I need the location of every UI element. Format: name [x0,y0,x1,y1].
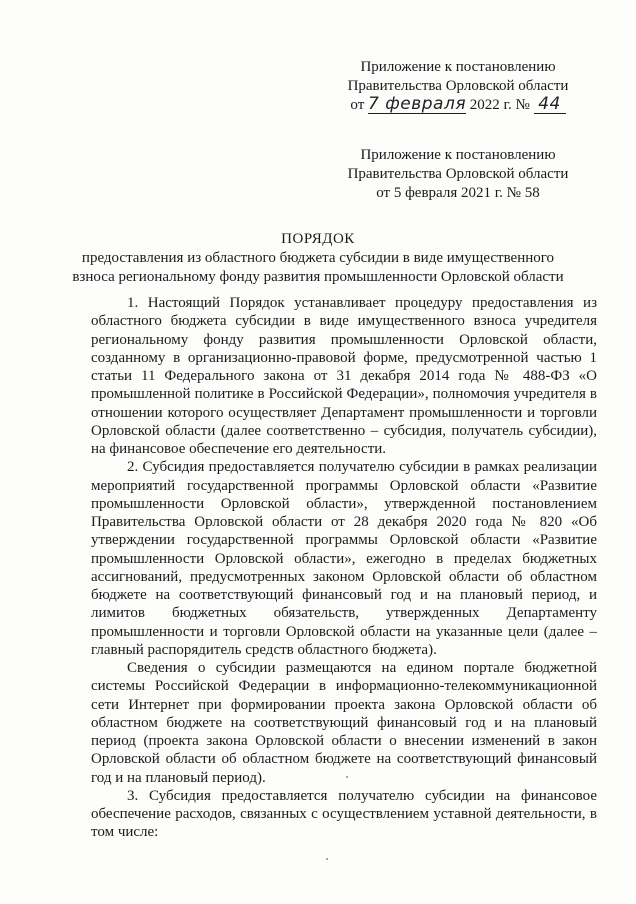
date-suffix: 2022 г. № [469,97,530,113]
document-body [91,294,597,842]
appendix-date-line [340,96,576,115]
title-line-2: взноса региональному фонду развития промышленности Орловской области [72,269,564,285]
paragraph-1: 1. Настоящий Порядок устанавливает процедуру предоставления из областного бюджета субсидии в виде имущественного взноса учредителя региональному фонду развития промышленности Орловской области, созданному в организационно-правовой форме, предусмотренной частью 1 статьи 11 Федерального закона от 31 декабря 2014 года № 488-ФЗ «О промышленной политике в Российской Федерации», полномочия учредителя в отношении которого осуществляет Департамент промышленности и торговли Орловской области (далее соответственно – субсидия, получатель субсидии), на финансовое обеспечение его деятельности. [91,295,597,457]
appendix-line-1: Приложение к постановлению [360,59,556,75]
scan-speck [326,858,328,860]
paragraph-3: Сведения о субсидии размещаются на едином портале бюджетной системы Российской Федерации в информационно-телекоммуникационной сети Интернет при формировании проекта закона Орловской области об областном бюджете на соответствующий финансовый год и на плановый период (проекта закона Орловской области о внесении изменений в закон Орловской области об областном бюджете на соответствующий финансовый год и на плановый период). [91,660,597,786]
paragraph-2: 2. Субсидия предоставляется получателю субсидии в рамках реализации мероприятий государственной программы Орловской области «Развитие промышленности Орловской области», утвержденной постановлением Правительства Орловской области от 28 декабря 2020 года № 820 «Об утверждении государственной программы Орловской области «Развитие промышленности Орловской области», ежегодно в пределах бюджетных ассигнований, предусмотренных законом Орловской области об областном бюджете на соответствующий финансовый год и на плановый период, и лимитов бюджетных обязательств, утвержденных Департаменту промышленности и торговли Орловской области на указанные цели (далее – главный распорядитель средств областного бюджета). [91,459,597,658]
original-line-3: от 5 февраля 2021 г. № 58 [376,185,540,201]
scan-speck [346,776,348,778]
document-title [60,230,576,287]
handwritten-date: 7 февраля [368,94,467,114]
original-appendix-header [340,146,576,203]
appendix-header [340,58,576,115]
title-heading: ПОРЯДОК [281,231,355,247]
date-prefix: от [350,97,365,113]
original-line-2: Правительства Орловской области [347,166,569,182]
appendix-line-2: Правительства Орловской области [347,78,569,94]
title-line-1: предоставления из областного бюджета субсидии в виде имущественного [81,250,555,266]
original-line-1: Приложение к постановлению [360,147,556,163]
handwritten-number: 44 [534,96,566,114]
paragraph-4: 3. Субсидия предоставляется получателю субсидии на финансовое обеспечение расходов, связанных с осуществлением уставной деятельности, в том числе: [91,787,597,841]
